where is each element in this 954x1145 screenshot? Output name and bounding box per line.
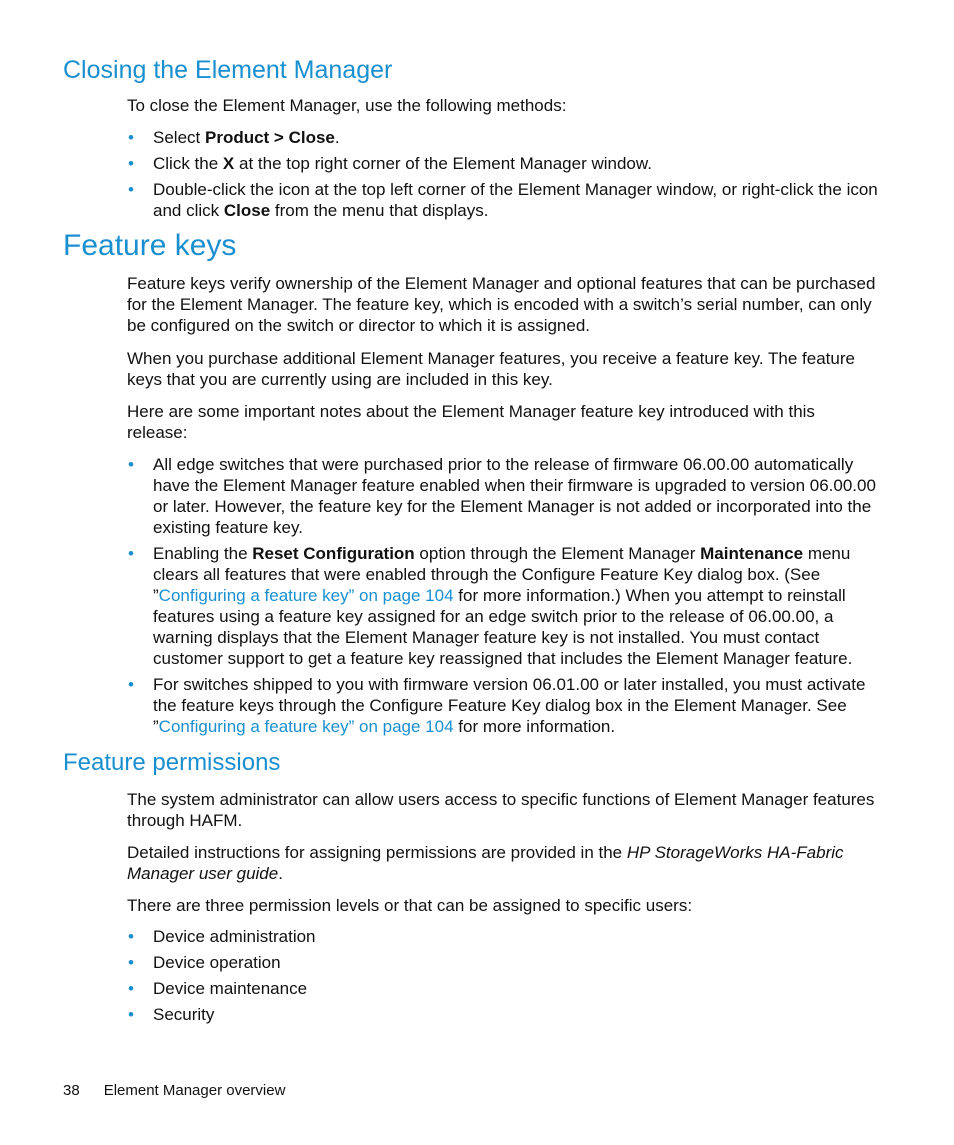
perm-paragraph-1: The system administrator can allow users access to specific functions of Element Manager features through HAFM.	[127, 790, 875, 830]
heading-feature-keys: Feature keys	[63, 229, 237, 262]
list-item: • Select Product > Close.	[127, 127, 879, 148]
heading-closing: Closing the Element Manager	[63, 56, 393, 84]
list-item: • Device administration	[127, 926, 879, 947]
list-item: • Double-click the icon at the top left corner of the Element Manager window, or right-click the icon and click Close from the menu that displays.	[127, 179, 879, 221]
list-item: • Click the X at the top right corner of the Element Manager window.	[127, 153, 879, 174]
keys-paragraph-3: Here are some important notes about the Element Manager feature key introduced with this release:	[127, 402, 815, 442]
closing-intro: To close the Element Manager, use the following methods:	[127, 96, 567, 115]
list-item: • Device maintenance	[127, 978, 879, 999]
perm-paragraph-2: Detailed instructions for assigning permissions are provided in the HP StorageWorks HA-Fabric Manager user guide.	[127, 843, 844, 883]
list-item: • For switches shipped to you with firmware version 06.01.00 or later installed, you must activate the feature keys through the Configure Feature Key dialog box in the Element Manager. See ”Configuring a feature key” on page 104 for more information.	[127, 674, 879, 737]
link-configuring-feature-key[interactable]: Configuring a feature key” on page 104	[158, 586, 454, 605]
page-number: 38	[63, 1082, 80, 1099]
closing-methods-list	[127, 127, 879, 226]
permission-levels-list	[127, 926, 879, 1030]
link-configuring-feature-key[interactable]: Configuring a feature key” on page 104	[158, 717, 454, 736]
list-item: • Security	[127, 1004, 879, 1025]
list-item: • All edge switches that were purchased prior to the release of firmware 06.00.00 automatically have the Element Manager feature enabled when their firmware is upgraded to version 06.00.00 or later. However, the feature key for the Element Manager is not added or incorporated into the existing feature key.	[127, 454, 879, 538]
keys-notes-list	[127, 454, 879, 742]
keys-paragraph-1: Feature keys verify ownership of the Element Manager and optional features that can be purchased for the Element Manager. The feature key, which is encoded with a switch’s serial number, can only be configured on the switch or director to which it is assigned.	[127, 274, 876, 335]
heading-feature-permissions: Feature permissions	[63, 749, 281, 776]
list-item: • Device operation	[127, 952, 879, 973]
page-footer	[63, 1082, 309, 1099]
footer-title: Element Manager overview	[103, 1082, 286, 1099]
keys-paragraph-2: When you purchase additional Element Manager features, you receive a feature key. The feature keys that you are currently using are included in this key.	[127, 349, 855, 389]
list-item: • Enabling the Reset Configuration option through the Element Manager Maintenance menu clears all features that were enabled through the Configure Feature Key dialog box. (See ”Configuring a feature key” on page 104 for more information.) When you attempt to reinstall features using a feature key assigned for an edge switch prior to the release of 06.00.00, a warning displays that the Element Manager feature key is not installed. You must contact customer support to get a feature key reassigned that includes the Element Manager feature.	[127, 543, 879, 669]
perm-paragraph-3: There are three permission levels or that can be assigned to specific users:	[127, 896, 693, 915]
